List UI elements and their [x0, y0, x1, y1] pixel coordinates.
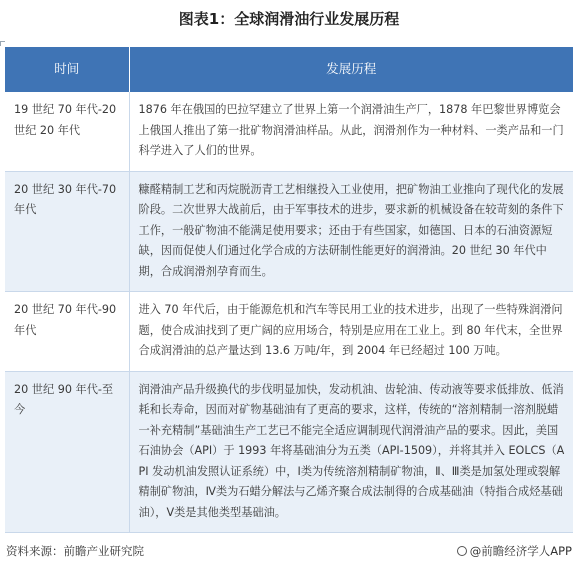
- table-header-row: [5, 47, 573, 92]
- table-row: [5, 292, 573, 372]
- history-table: [5, 47, 573, 533]
- header-time: 时间: [5, 47, 129, 92]
- page-title: 图表1：全球润滑油行业发展历程: [178, 10, 400, 28]
- source-note: 资料来源：前瞻产业研究院: [6, 544, 144, 558]
- row-text: 1876 年在俄国的巴拉罕建立了世界上第一个润滑油生产厂，1878 年巴黎世界博览会上俄国人推出了第一批矿物润滑油样品。从此，润滑剂作为一种材料、一类产品和一门科学进入了人们的世界。: [129, 92, 573, 171]
- brand-label: @前瞻经济学人APP: [469, 544, 572, 558]
- row-time: 20 世纪 90 年代-至今: [5, 371, 129, 533]
- row-time: 20 世纪 70 年代-90 年代: [5, 292, 129, 372]
- brand-attribution: [457, 543, 572, 559]
- table-row: [5, 171, 573, 292]
- row-text: 润滑油产品升级换代的步伐明显加快，发动机油、齿轮油、传动液等要求低排放、低消耗和长寿命，因而对矿物基础油有了更高的要求，这样，传统的“溶剂精制一溶剂脱蜡一补充精制”基础油生产工艺已不能完全适应调制现代润滑油产品的要求。因此，美国石油协会（API）于 1993 年将基础油分为五类（API-1509），并将其并入 EOLCS（API 发动机油发照认证系统）中，Ⅰ类为传统溶剂精制矿物油，Ⅱ、Ⅲ类是加氢处理或裂解精制矿物油，Ⅳ类为石蜡分解法与乙烯齐聚合成法制得的合成基础油（特指合成烃基础油），Ⅴ类是其他类型基础油。: [129, 371, 573, 533]
- table-row: [5, 371, 573, 533]
- row-text: 糠醛精制工艺和丙烷脱沥青工艺相继投入工业使用，把矿物油工业推向了现代化的发展阶段。二次世界大战前后，由于军事技术的进步，要求新的机械设备在较苛刻的条件下工作，一般矿物油不能满足使用要求；还由于有些国家，如德国、日本的石油资源短缺，因而促使人们通过化学合成的方法研制性能更好的润滑油。20 世纪 30 年代中期，合成润滑剂孕育而生。: [129, 171, 573, 292]
- brand-logo-icon: [457, 546, 467, 556]
- table-row: [5, 92, 573, 171]
- footer: [0, 541, 578, 561]
- row-text: 进入 70 年代后，由于能源危机和汽车等民用工业的技术进步，出现了一些特殊润滑问题，使合成油找到了更广阔的应用场合，特别是应用在工业上。到 80 年代末，全世界合成润滑油的总产量达到 13.6 万吨/年，到 2004 年已经超过 100 万吨。: [129, 292, 573, 372]
- row-time: 19 世纪 70 年代-20 世纪 20 年代: [5, 92, 129, 171]
- header-history: 发展历程: [129, 47, 573, 92]
- corner-mark: [0, 41, 5, 46]
- row-time: 20 世纪 30 年代-70 年代: [5, 171, 129, 292]
